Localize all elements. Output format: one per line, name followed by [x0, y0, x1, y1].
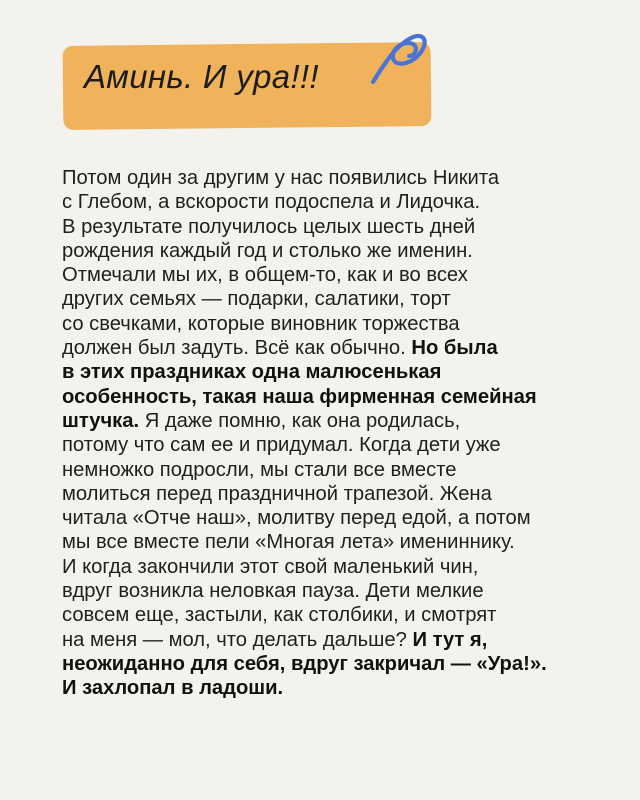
bold-fragment: И тут я,: [412, 628, 488, 651]
text-line: Потом один за другим у нас появились Никита: [62, 167, 500, 189]
bold-fragment: штучка.: [62, 409, 140, 432]
bold-line: неожиданно для себя, вдруг закричал — «Ура!».: [62, 652, 547, 675]
text-fragment: должен был задуть. Всё как обычно.: [62, 337, 406, 360]
text-line: немножко подросли, мы стали все вместе: [62, 458, 457, 481]
text-line: [62, 628, 592, 652]
text-line: молиться перед праздничной трапезой. Жена: [62, 482, 492, 505]
text-line: совсем еще, застыли, как столбики, и смотрят: [62, 604, 497, 627]
swirl-icon: [365, 26, 431, 92]
article-body: [62, 166, 592, 701]
text-line: [62, 409, 592, 433]
text-line: со свечками, которые виновник торжества: [62, 312, 460, 335]
text-line: В результате получилось целых шесть дней: [62, 215, 476, 238]
text-line: мы все вместе пели «Многая лета» имениннику.: [62, 531, 515, 554]
text-line: рождения каждый год и столько же именин.: [62, 239, 473, 262]
text-fragment: Я даже помню, как она родилась,: [144, 409, 461, 432]
text-line: других семьях — подарки, салатики, торт: [62, 288, 451, 311]
bold-line: особенность, такая наша фирменная семейная: [62, 385, 537, 408]
page-title: Аминь. И ура!!!: [84, 58, 319, 95]
text-fragment: на меня — мол, что делать дальше?: [62, 628, 407, 651]
bold-line: И захлопал в ладоши.: [62, 677, 284, 700]
text-line: И когда закончили этот свой маленький чин,: [62, 555, 479, 578]
text-line: потому что сам ее и придумал. Когда дети уже: [62, 434, 501, 457]
text-line: Отмечали мы их, в общем-то, как и во всех: [62, 264, 468, 287]
text-line: читала «Отче наш», молитву перед едой, а потом: [62, 507, 531, 530]
text-line: [62, 336, 592, 360]
bold-line: в этих праздниках одна малюсенькая: [62, 361, 442, 384]
text-line: вдруг возникла неловкая пауза. Дети мелкие: [62, 580, 484, 603]
bold-fragment: Но была: [411, 337, 498, 360]
text-line: с Глебом, а вскорости подоспела и Лидочка.: [62, 191, 481, 214]
